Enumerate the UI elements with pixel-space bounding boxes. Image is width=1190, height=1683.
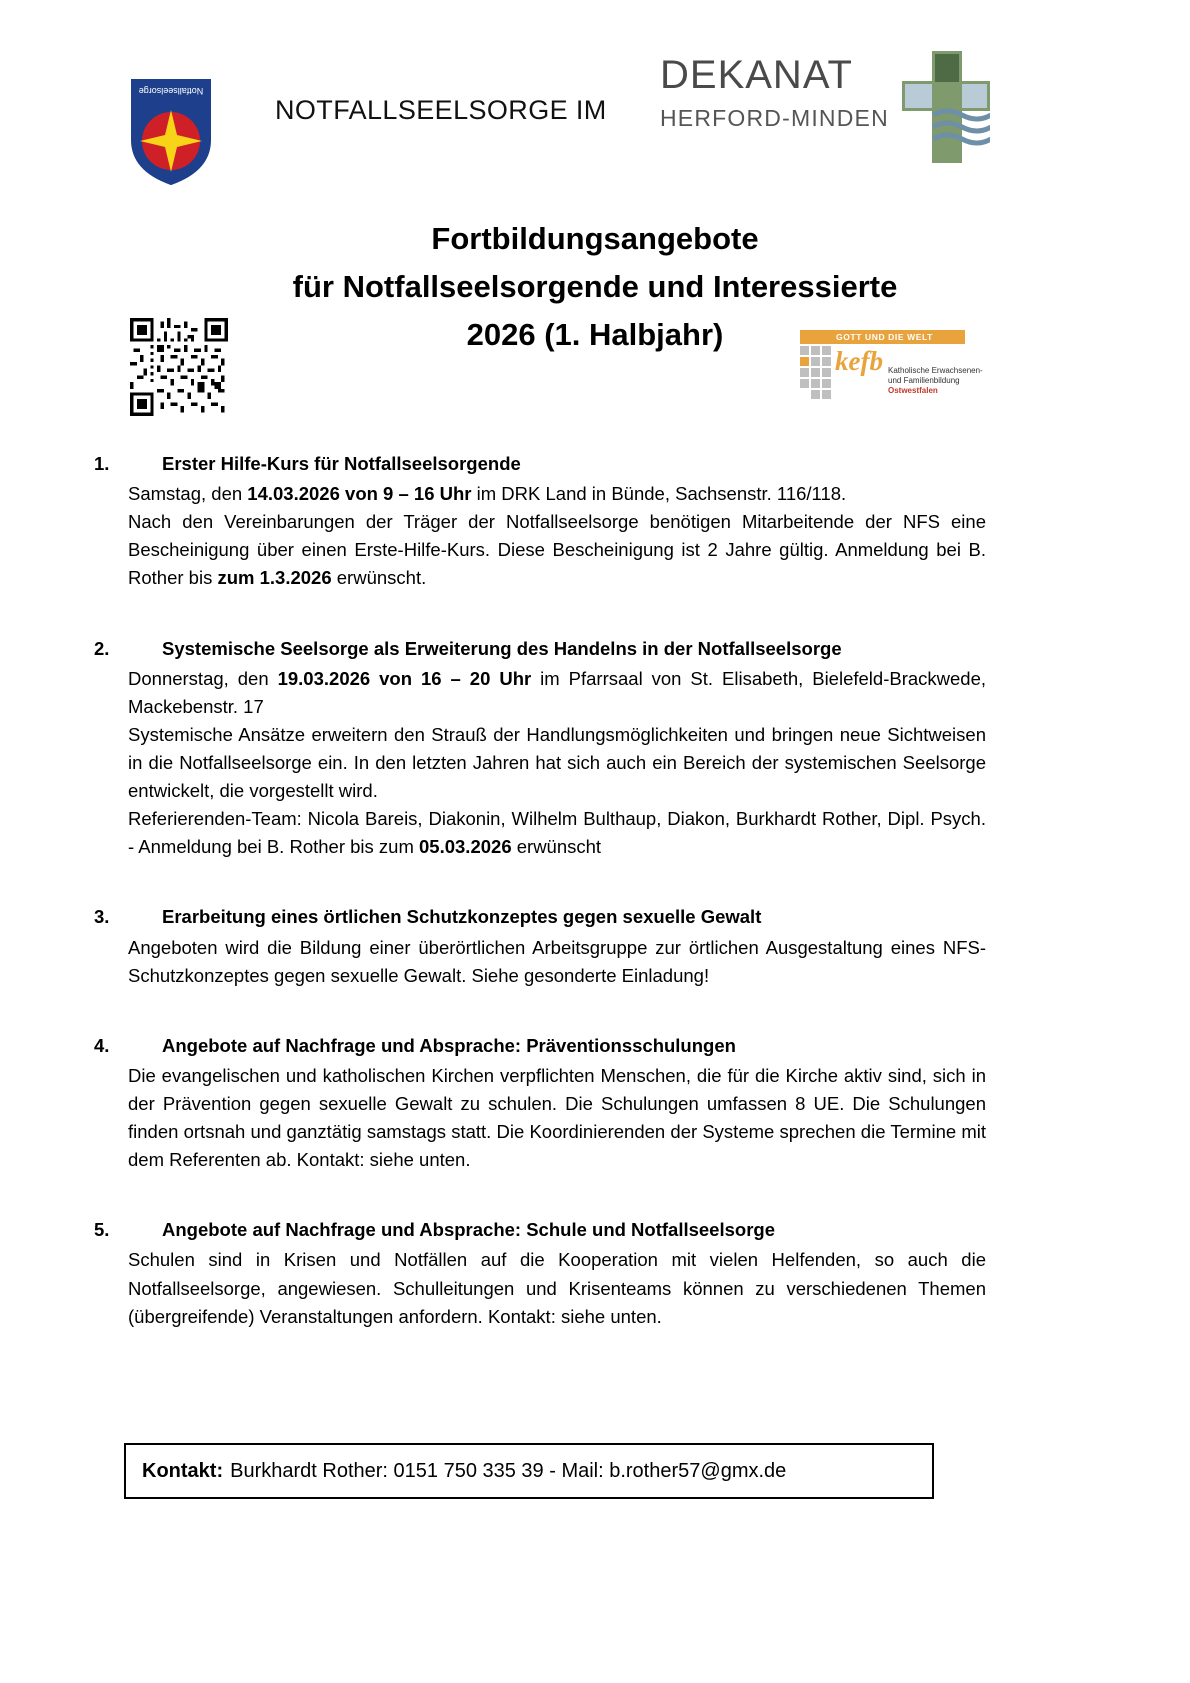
contact-label: Kontakt: — [142, 1459, 224, 1482]
cross-icon — [902, 51, 990, 163]
course-number: 1. — [94, 453, 110, 474]
course-title: Erarbeitung eines örtlichen Schutzkonzeptes gegen sexuelle Gewalt — [162, 906, 762, 928]
course-heading — [94, 450, 986, 478]
course-paragraph: Die evangelischen und katholischen Kirchen verpflichten Menschen, die für die Kirche aktiv sind, sich in der Prävention gegen sexuelle Gewalt zu schulen. Die Schulungen umfassen 8 UE. Die Schulungen finden ortsnah und ganztätig samstags statt. Die Koordinierenden der Systeme sprechen die Termine mit dem Referenten ab. Kontakt: siehe unten. — [128, 1064, 986, 1171]
course-item — [94, 635, 987, 862]
course-title: Angebote auf Nachfrage und Absprache: Präventionsschulungen — [162, 1034, 736, 1056]
course-title: Systemische Seelsorge als Erweiterung des Handelns in der Notfallseelsorge — [162, 637, 842, 659]
kefb-wordmark: kefb — [835, 346, 883, 376]
course-heading — [94, 1216, 986, 1244]
title-line-1: Fortbildungsangebote — [431, 221, 759, 256]
contact-box — [124, 1443, 934, 1499]
course-number: 5. — [94, 1219, 110, 1241]
course-item — [94, 1216, 986, 1330]
course-paragraph: Schulen sind in Krisen und Notfällen auf die Kooperation mit vielen Helfenden, so auch die Notfallseelsorge, angewiesen. Schulleitungen und Krisenteams können zu verschiedenen Themen (übergreifende) Veranstaltungen anfordern. Kontakt: siehe unten. — [128, 1249, 986, 1327]
course-number: 4. — [94, 1034, 110, 1056]
kefb-squares-icon — [800, 344, 834, 404]
title-line-3: 2026 (1. Halbjahr) — [466, 317, 724, 353]
course-number: 3. — [94, 906, 110, 928]
dekanat-wordmark: DEKANAT — [660, 53, 853, 97]
kefb-subtitle-1: Katholische Erwachsenen- — [888, 366, 983, 375]
course-heading — [94, 635, 986, 663]
course-paragraph: Nach den Vereinbarungen der Träger der Notfallseelsorge benötigen Mitarbeitende der NFS eine Bescheinigung über einen Erste-Hilfe-Kurs. Diese Bescheinigung ist 2 Jahre gültig. Anmeldung bei B. Rother bis zum 1.3.2026 erwünscht. — [128, 511, 986, 589]
course-paragraph: Systemische Ansätze erweitern den Strauß der Handlungsmöglichkeiten und bringen neue Sichtweisen in die Notfallseelsorge ein. In den letzten Jahren hat sich auch ein Bereich der systemischen Seelsorge entwickelt, die vorgestellt wird. — [128, 723, 986, 802]
course-heading — [94, 1032, 986, 1060]
course-heading — [94, 903, 986, 931]
kefb-subtitle-2: und Familienbildung — [888, 376, 960, 385]
course-paragraph: Angeboten wird die Bildung einer überörtlichen Arbeitsgruppe zur örtlichen Ausgestaltung eines NFS-Schutzkonzeptes gegen sexuelle Gewalt. Siehe gesonderte Einladung! — [128, 936, 986, 986]
document-header — [0, 0, 1190, 200]
kefb-banner: GOTT UND DIE WELT — [800, 330, 965, 344]
notfallseelsorge-shield-logo — [130, 78, 212, 186]
header-title: NOTFALLSEELSORGE IM — [275, 95, 607, 125]
svg-text:Notfallseelsorge: Notfallseelsorge — [138, 86, 204, 96]
course-item — [94, 903, 986, 989]
contact-details: Burkhardt Rother: 0151 750 335 39 - Mail: b.rother57@gmx.de — [230, 1459, 787, 1482]
course-title: Erster Hilfe-Kurs für Notfallseelsorgende — [162, 453, 521, 474]
kefb-subtitle-3: Ostwestfalen — [888, 386, 938, 395]
kefb-body — [800, 344, 983, 406]
course-item — [94, 450, 986, 593]
document-body — [94, 450, 987, 1357]
dekanat-logo — [660, 55, 990, 180]
course-title: Angebote auf Nachfrage und Absprache: Schule und Notfallseelsorge — [162, 1219, 775, 1241]
qr-code[interactable] — [130, 318, 228, 416]
course-number: 2. — [94, 637, 110, 659]
course-paragraph: Referierenden-Team: Nicola Bareis, Diakonin, Wilhelm Bulthaup, Diakon, Burkhardt Rother, Dipl. Psych. - Anmeldung bei B. Rother bis zum 05.03.2026 erwünscht — [128, 808, 986, 858]
course-paragraph: Samstag, den 14.03.2026 von 9 – 16 Uhr im DRK Land in Bünde, Sachsenstr. 116/118. — [128, 483, 847, 505]
course-item — [94, 1032, 986, 1175]
course-paragraph: Donnerstag, den 19.03.2026 von 16 – 20 Uhr im Pfarrsaal von St. Elisabeth, Bielefeld-Brackwede, Mackebenstr. 17 — [128, 667, 987, 717]
title-line-2: für Notfallseelsorgende und Interessierte — [292, 269, 898, 305]
dekanat-subtitle: HERFORD-MINDEN — [660, 105, 889, 131]
kefb-logo — [800, 330, 983, 412]
